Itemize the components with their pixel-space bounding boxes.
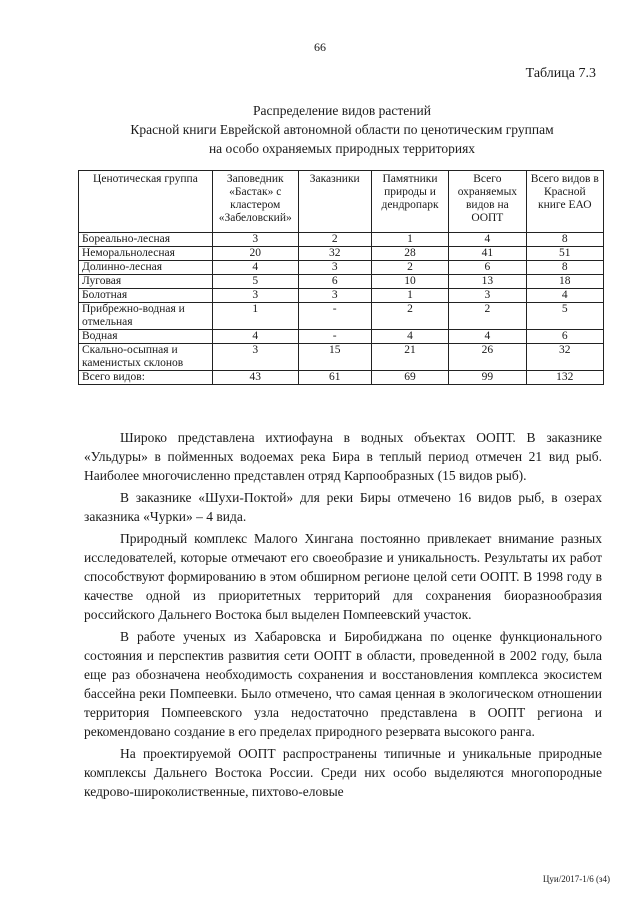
table-row — [79, 233, 604, 247]
caption-line: на особо охраняемых природных территориях — [208, 141, 476, 156]
value-cell: 26 — [449, 344, 526, 371]
group-cell: Бореально-лесная — [79, 233, 213, 247]
group-cell: Долинно-лесная — [79, 261, 213, 275]
paragraph: Широко представлена ихтиофауна в водных объектах ООПТ. В заказнике «Ульдуры» в пойменных водоемах река Бира в теплый период отмечен 21 вид рыб. Наиболее многочисленно представлен отряд Карпообразных (15 видов рыб). — [84, 430, 602, 483]
paragraph: На проектируемой ООПТ распространены типичные и уникальные природные комплексы Дальнего Востока России. Среди них особо выделяются многопородные кедрово-широколиственные, пихтово-еловые — [84, 746, 602, 799]
value-cell: 4 — [212, 261, 298, 275]
value-cell: 10 — [371, 275, 448, 289]
total-label-cell: Всего видов: — [79, 371, 213, 385]
header-cell: Всего охраняемых видов на ООПТ — [449, 171, 526, 233]
table-row — [79, 289, 604, 303]
table-row — [79, 330, 604, 344]
value-cell: 5 — [526, 303, 603, 330]
value-cell: 51 — [526, 247, 603, 261]
value-cell: 3 — [212, 344, 298, 371]
value-cell: 5 — [212, 275, 298, 289]
value-cell: 3 — [212, 233, 298, 247]
caption-line: Красной книги Еврейской автономной области по ценотическим группам — [130, 122, 554, 137]
paragraph: Природный комплекс Малого Хингана постоянно привлекает внимание разных исследователей, которые отмечают его своеобразие и уникальность. Результаты их работ способствуют формированию в этом обширном регионе целой сети ООПТ. В 1998 году в качестве одной из приоритетных территорий для сохранения биоразнообразия российского Дальнего Востока был выделен Помпеевский участок. — [84, 531, 602, 622]
value-cell: 32 — [298, 247, 371, 261]
value-cell: 6 — [298, 275, 371, 289]
value-cell: 28 — [371, 247, 448, 261]
table-row — [79, 344, 604, 371]
header-cell: Заказники — [298, 171, 371, 233]
value-cell: 4 — [526, 289, 603, 303]
header-cell: Всего видов в Красной книге ЕАО — [526, 171, 603, 233]
group-cell: Болотная — [79, 289, 213, 303]
value-cell: 32 — [526, 344, 603, 371]
value-cell: 41 — [449, 247, 526, 261]
group-cell: Водная — [79, 330, 213, 344]
value-cell: 1 — [371, 233, 448, 247]
value-cell: - — [298, 330, 371, 344]
total-value-cell: 99 — [449, 371, 526, 385]
value-cell: 2 — [371, 261, 448, 275]
table-label: Таблица 7.3 — [525, 66, 596, 81]
header-cell: Ценотическая группа — [79, 171, 213, 233]
value-cell: 4 — [371, 330, 448, 344]
value-cell: - — [298, 303, 371, 330]
data-table — [78, 170, 604, 385]
value-cell: 20 — [212, 247, 298, 261]
paragraph: В работе ученых из Хабаровска и Биробиджана по оценке функционального состояния и перспектив развития сети ООПТ в области, проведенной в 2002 году, была еще раз обозначена необходимость сохранения и восстановления комплекса экосистем бассейна реки Помпеевки. Было отмечено, что самая ценная в экологическом отношении территория Помпеевского узла недостаточно представлена в ООПТ региона и рекомендовано создание в его пределах природного резервата высокого ранга. — [84, 629, 602, 739]
total-value-cell: 61 — [298, 371, 371, 385]
value-cell: 2 — [298, 233, 371, 247]
group-cell: Скально-осыпная и каменистых склонов — [79, 344, 213, 371]
table-row — [79, 261, 604, 275]
value-cell: 4 — [449, 330, 526, 344]
table-row — [79, 275, 604, 289]
value-cell: 2 — [449, 303, 526, 330]
value-cell: 18 — [526, 275, 603, 289]
total-value-cell: 43 — [212, 371, 298, 385]
caption-line: Распределение видов растений — [253, 103, 431, 118]
body-text — [84, 428, 602, 804]
table-row — [79, 303, 604, 330]
table-total-row — [79, 371, 604, 385]
value-cell: 3 — [298, 261, 371, 275]
value-cell: 15 — [298, 344, 371, 371]
value-cell: 8 — [526, 233, 603, 247]
value-cell: 6 — [449, 261, 526, 275]
footer-code: Цуи/2017-1/6 (з4) — [542, 874, 610, 884]
header-cell: Заповедник «Бастак» с кластером «Забеловский» — [212, 171, 298, 233]
page-number: 66 — [314, 40, 326, 54]
paragraph: В заказнике «Шухи-Поктой» для реки Биры отмечено 16 видов рыб, в озерах заказника «Чурки» – 4 вида. — [84, 490, 602, 524]
value-cell: 4 — [212, 330, 298, 344]
group-cell: Луговая — [79, 275, 213, 289]
value-cell: 3 — [449, 289, 526, 303]
header-cell: Памятники природы и дендропарк — [371, 171, 448, 233]
value-cell: 6 — [526, 330, 603, 344]
table-row — [79, 247, 604, 261]
value-cell: 2 — [371, 303, 448, 330]
value-cell: 1 — [212, 303, 298, 330]
value-cell: 3 — [212, 289, 298, 303]
table-header-row — [79, 171, 604, 233]
total-value-cell: 132 — [526, 371, 603, 385]
value-cell: 21 — [371, 344, 448, 371]
value-cell: 4 — [449, 233, 526, 247]
table-caption — [72, 101, 612, 158]
value-cell: 3 — [298, 289, 371, 303]
total-value-cell: 69 — [371, 371, 448, 385]
group-cell: Прибрежно-водная и отмельная — [79, 303, 213, 330]
group-cell: Неморальнолесная — [79, 247, 213, 261]
value-cell: 13 — [449, 275, 526, 289]
value-cell: 8 — [526, 261, 603, 275]
value-cell: 1 — [371, 289, 448, 303]
